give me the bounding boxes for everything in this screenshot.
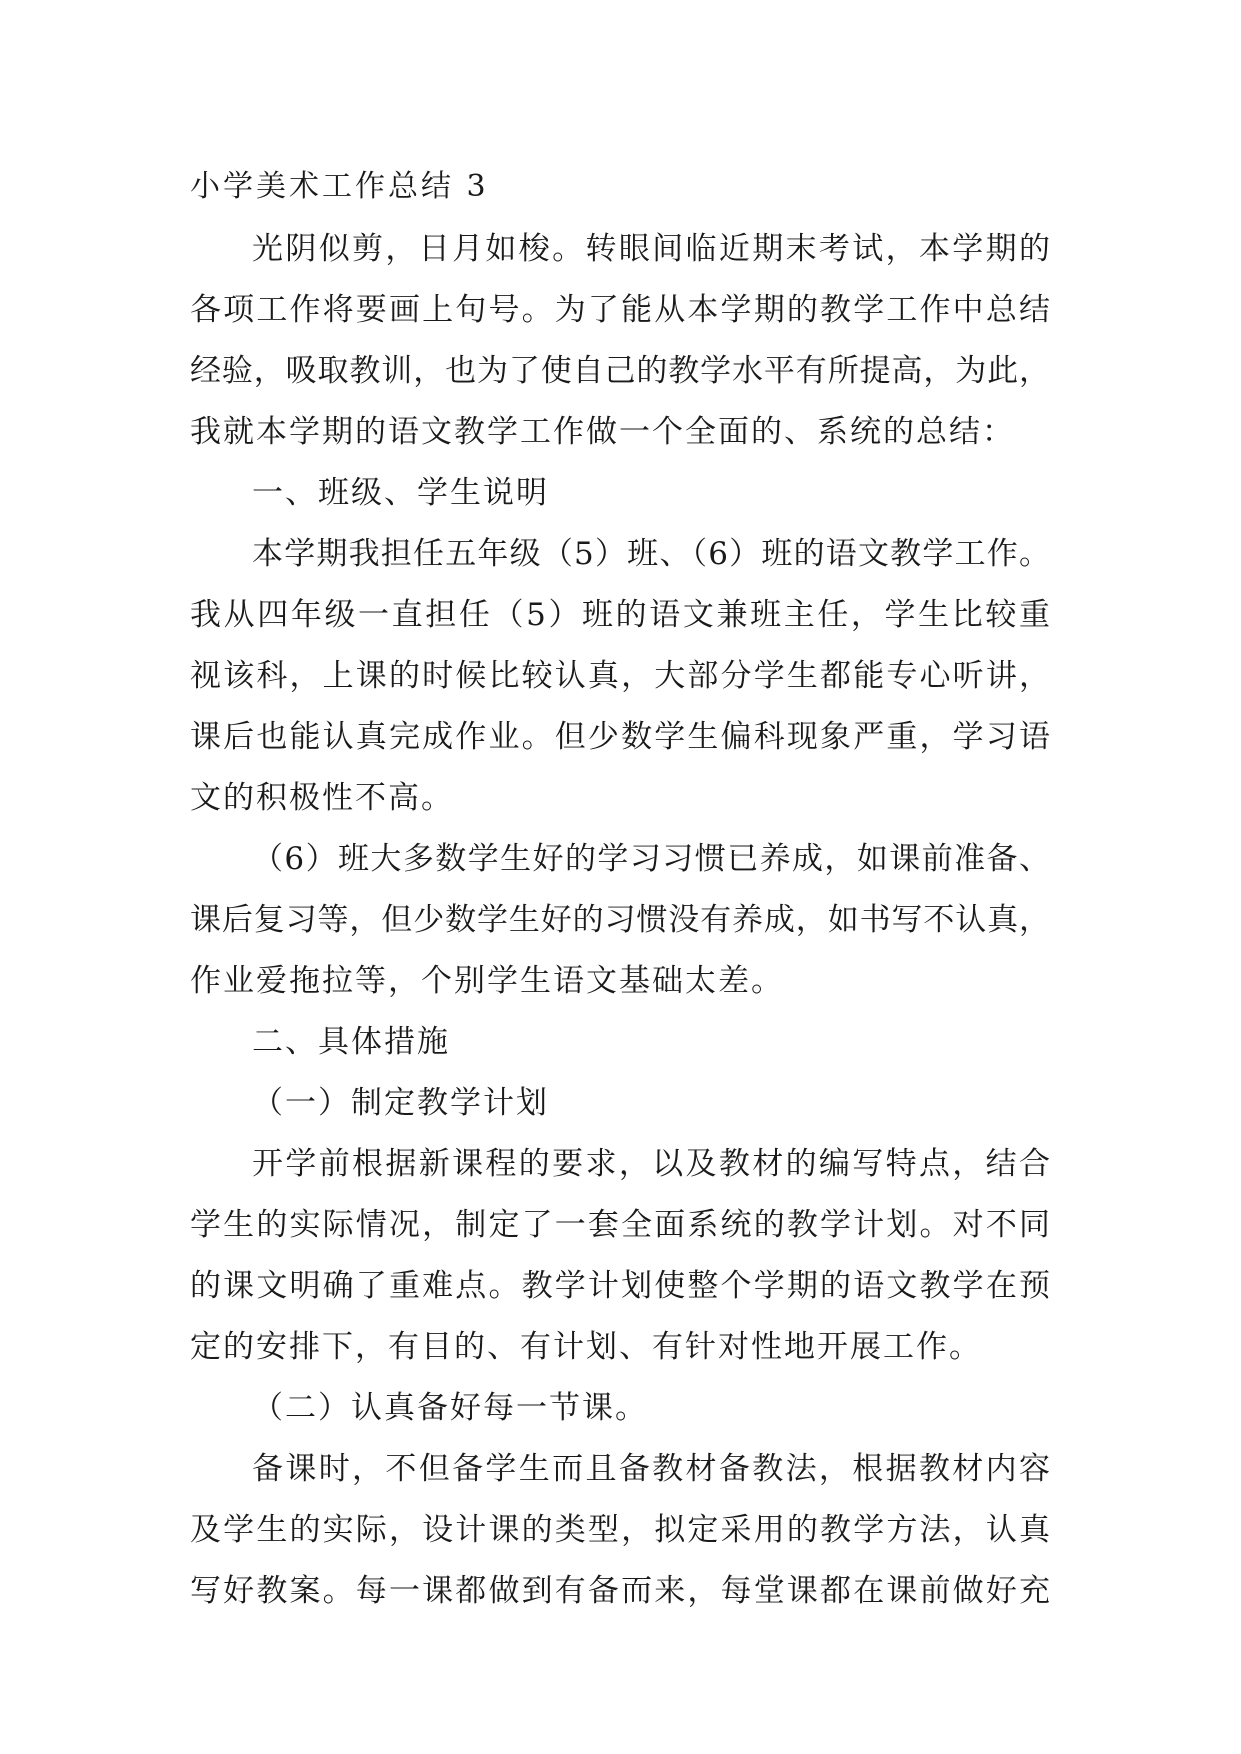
text-line: （6）班大多数学生好的学习习惯已养成，如课前准备、 bbox=[252, 841, 1050, 877]
document-body bbox=[190, 158, 1050, 1622]
text-line: 课后复习等，但少数学生好的习惯没有养成，如书写不认真， bbox=[190, 902, 1050, 938]
text-line: 学生的实际情况，制定了一套全面系统的教学计划。对不同 bbox=[190, 1207, 1050, 1243]
text-line: 光阴似剪，日月如梭。转眼间临近期末考试，本学期的 bbox=[252, 231, 1050, 267]
text-line: 开学前根据新课程的要求，以及教材的编写特点，结合 bbox=[252, 1146, 1050, 1182]
section-heading: （一）制定教学计划 bbox=[252, 1085, 549, 1121]
text-line: 经验，吸取教训，也为了使自己的教学水平有所提高，为此， bbox=[190, 353, 1050, 389]
text-line: 各项工作将要画上句号。为了能从本学期的教学工作中总结 bbox=[190, 292, 1050, 328]
text-line: 文的积极性不高。 bbox=[190, 780, 454, 816]
text-line: 我从四年级一直担任（5）班的语文兼班主任，学生比较重 bbox=[190, 597, 1050, 633]
text-line: 的课文明确了重难点。教学计划使整个学期的语文教学在预 bbox=[190, 1268, 1050, 1304]
section-heading: 一、班级、学生说明 bbox=[252, 475, 549, 511]
section-heading: （二）认真备好每一节课。 bbox=[252, 1390, 648, 1426]
text-line: 我就本学期的语文教学工作做一个全面的、系统的总结： bbox=[190, 414, 1015, 450]
text-line: 备课时，不但备学生而且备教材备教法，根据教材内容 bbox=[252, 1451, 1050, 1487]
text-line: 作业爱拖拉等，个别学生语文基础太差。 bbox=[190, 963, 784, 999]
document-title: 小学美术工作总结 3 bbox=[190, 169, 489, 204]
text-line: 定的安排下，有目的、有计划、有针对性地开展工作。 bbox=[190, 1329, 982, 1365]
paragraph-lines bbox=[190, 219, 1050, 1622]
text-line: 及学生的实际，设计课的类型，拟定采用的教学方法，认真 bbox=[190, 1512, 1050, 1548]
text-line: 视该科，上课的时候比较认真，大部分学生都能专心听讲， bbox=[190, 658, 1050, 694]
text-line: 课后也能认真完成作业。但少数学生偏科现象严重，学习语 bbox=[190, 719, 1050, 755]
text-line: 写好教案。每一课都做到有备而来，每堂课都在课前做好充 bbox=[190, 1573, 1050, 1609]
text-line: 本学期我担任五年级（5）班、（6）班的语文教学工作。 bbox=[252, 536, 1050, 572]
section-heading: 二、具体措施 bbox=[252, 1024, 450, 1060]
